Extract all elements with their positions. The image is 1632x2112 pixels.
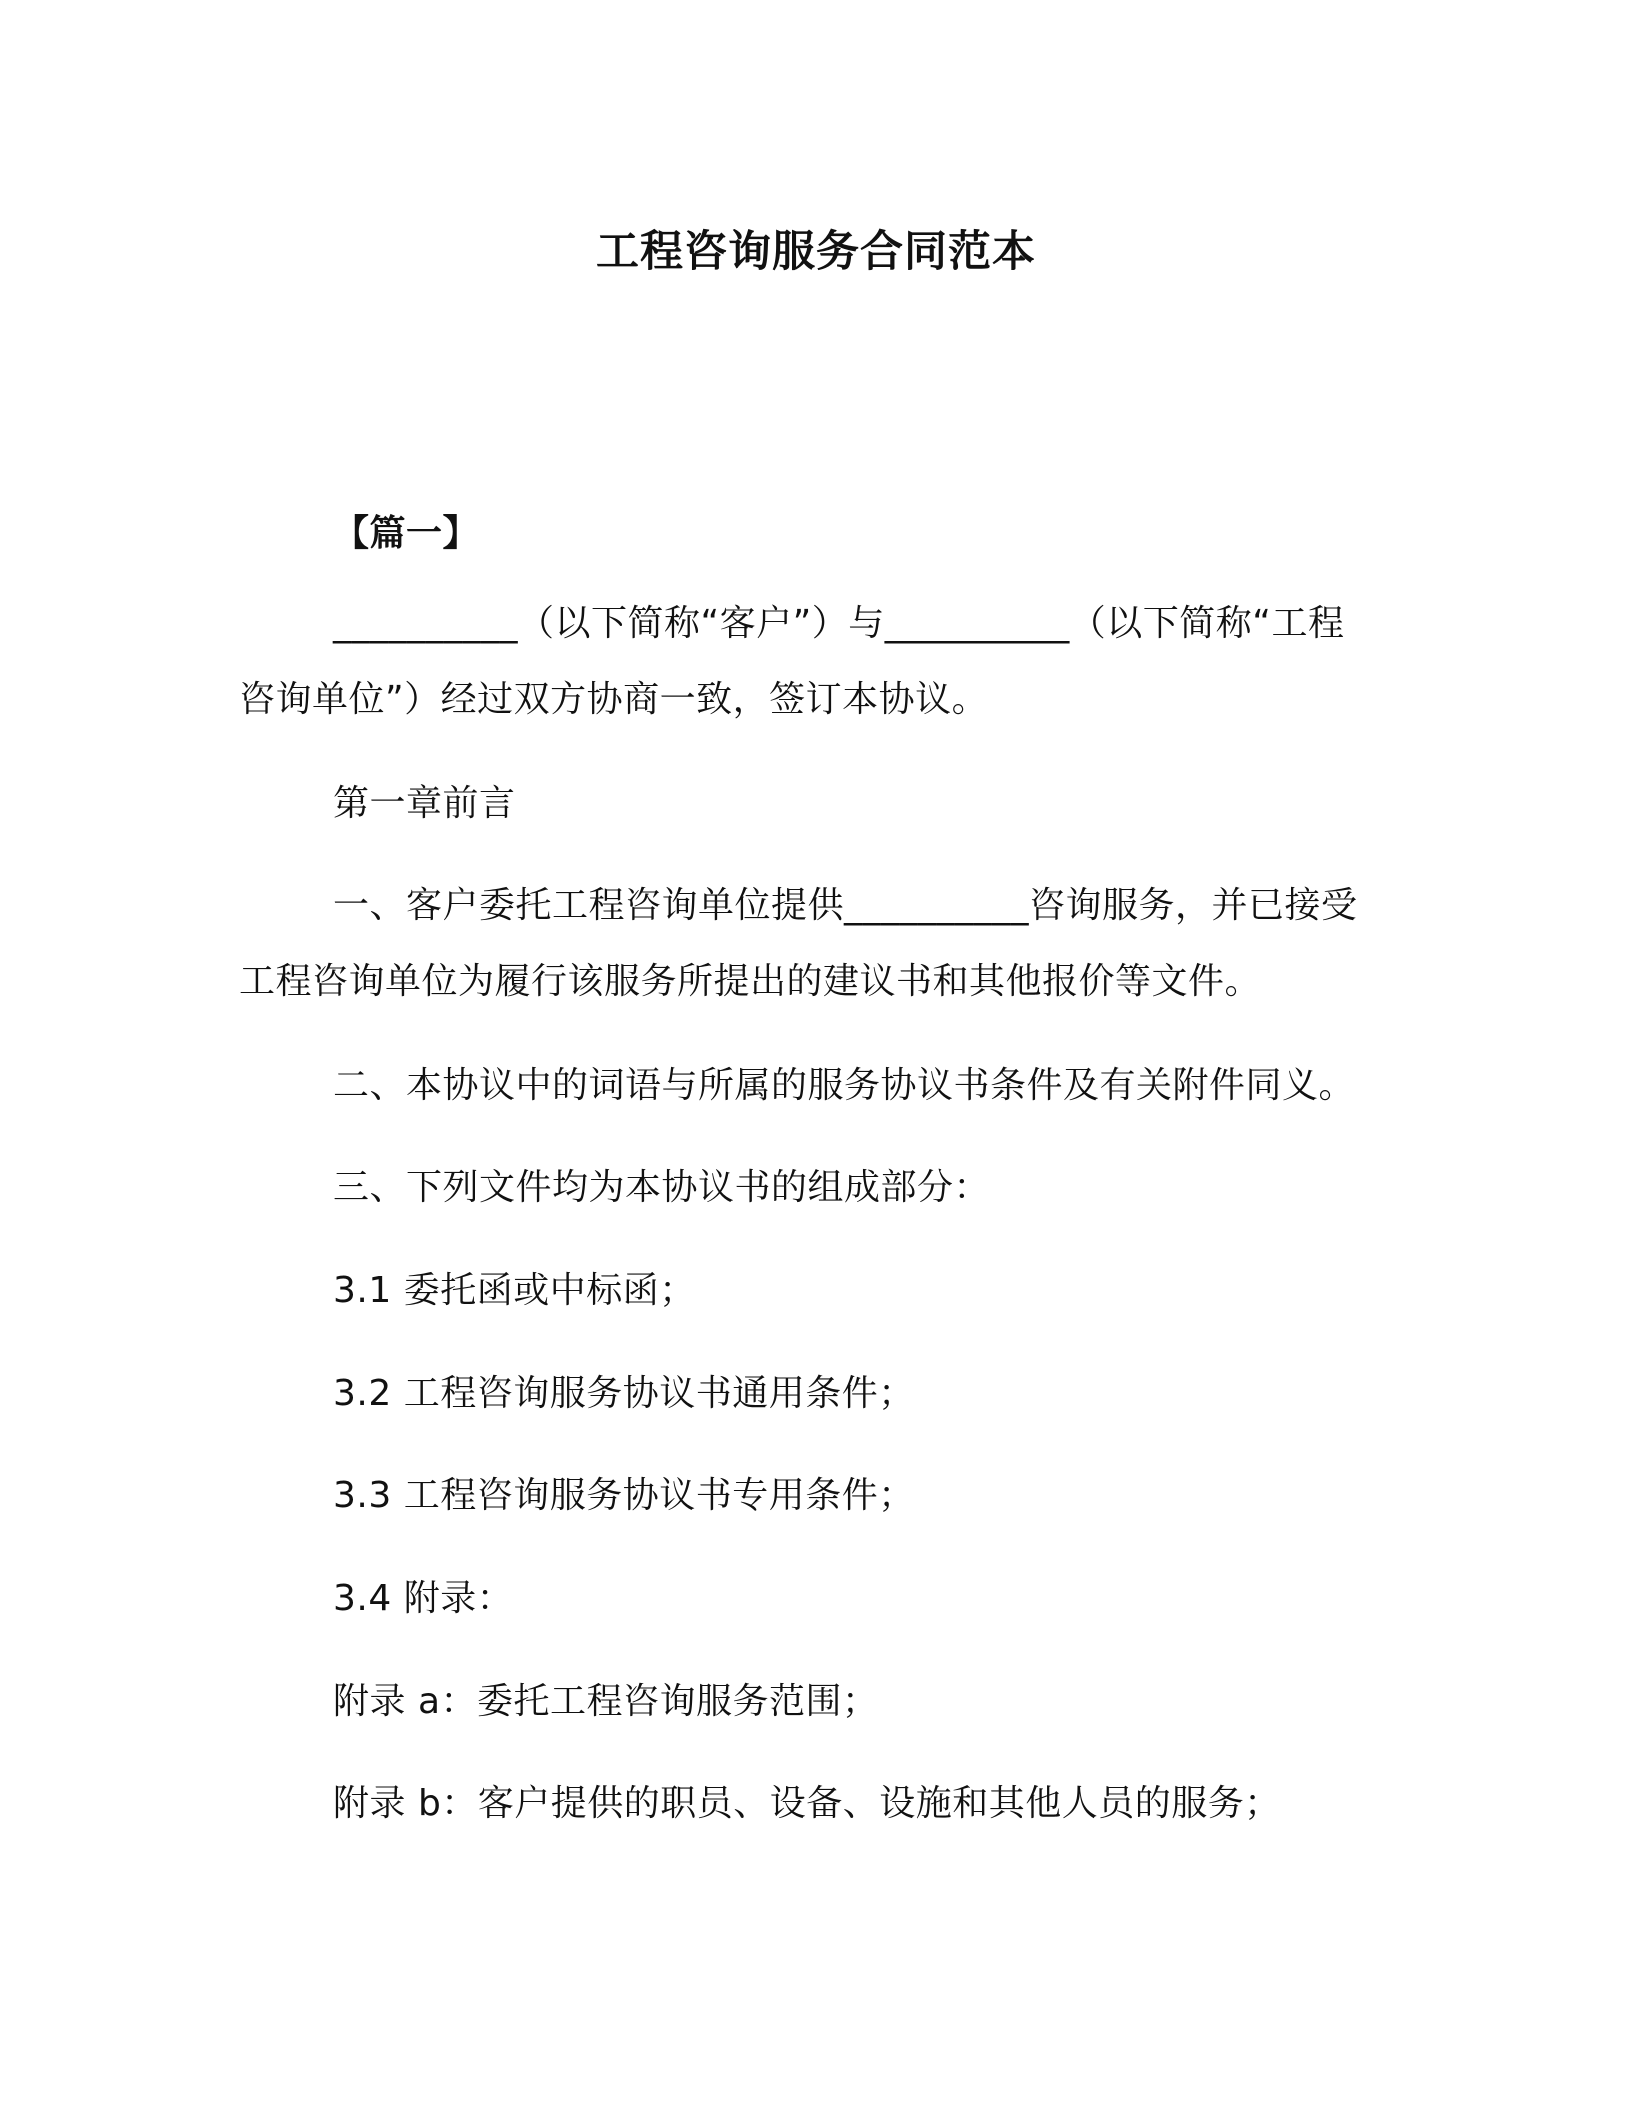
paragraph-clause-3: 三、下列文件均为本协议书的组成部分： [333, 1167, 991, 1208]
list-item-3-1: 3.1 委托函或中标函； [333, 1270, 696, 1311]
chapter-heading: 第一章前言 [333, 783, 516, 824]
list-item-3-4: 3.4 附录： [333, 1578, 514, 1619]
paragraph-parties: __________（以下简称“客户”）与__________（以下简称“工程咨询单位”）经过双方协商一致，签订本协议。 [239, 603, 1345, 720]
paragraph-clause-2: 二、本协议中的词语与所属的服务协议书条件及有关附件同义。 [333, 1065, 1356, 1106]
list-item-3-3: 3.3 工程咨询服务协议书专用条件； [333, 1475, 915, 1516]
list-item-3-2: 3.2 工程咨询服务协议书通用条件； [333, 1373, 915, 1414]
paragraph-clause-1: 一、客户委托工程咨询单位提供__________咨询服务，并已接受工程咨询单位为履行该服务所提出的建议书和其他报价等文件。 [239, 885, 1358, 1002]
appendix-b: 附录 b：客户提供的职员、设备、设施和其他人员的服务； [333, 1783, 1281, 1824]
appendix-a: 附录 a：委托工程咨询服务范围； [333, 1681, 879, 1722]
section-label: 【篇一】 [333, 513, 480, 554]
document-title: 工程咨询服务合同范本 [596, 227, 1036, 277]
